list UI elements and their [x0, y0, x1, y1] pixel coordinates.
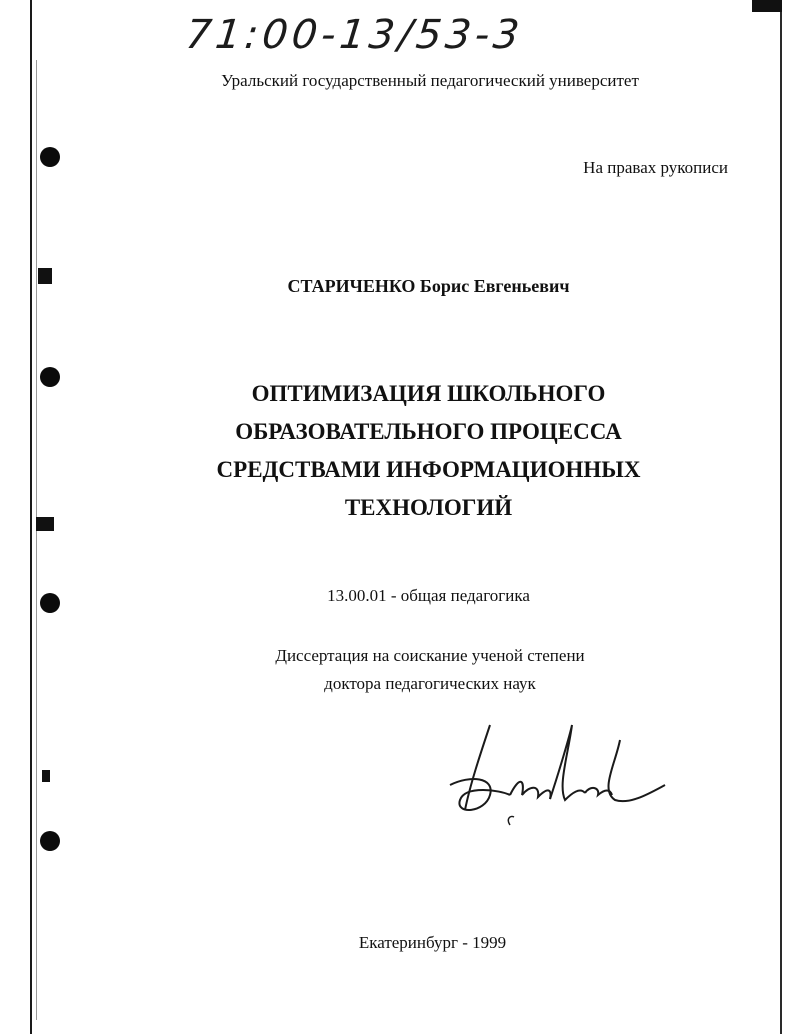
- university-name: Уральский государственный педагогический университет: [221, 71, 639, 90]
- author-name: СТАРИЧЕНКО Борис Евгеньевич: [287, 276, 570, 296]
- scan-speck: [42, 770, 50, 782]
- specialty-code: 13.00.01 - общая педагогика: [327, 586, 530, 605]
- binding-hole-1: [40, 147, 60, 167]
- title-line: СРЕДСТВАМИ ИНФОРМАЦИОННЫХ: [216, 457, 641, 482]
- dissertation-title: [0, 375, 799, 527]
- rights-note: На правах рукописи: [583, 158, 728, 177]
- title-line: ТЕХНОЛОГИЙ: [344, 495, 513, 520]
- degree-line-2: доктора педагогических наук: [324, 674, 536, 693]
- scan-left-edge-shadow: [36, 60, 37, 1020]
- inventory-number: 71:00-13/53-3: [183, 12, 526, 58]
- city-year: Екатеринбург - 1999: [358, 933, 507, 952]
- degree-statement: [0, 642, 799, 698]
- handwritten-signature: [440, 715, 680, 835]
- title-line: ОПТИМИЗАЦИЯ ШКОЛЬНОГО: [251, 381, 606, 406]
- degree-line-1: Диссертация на соискание ученой степени: [275, 646, 585, 665]
- scan-corner-mark: [752, 0, 782, 12]
- binding-hole-4: [40, 831, 60, 851]
- title-line: ОБРАЗОВАТЕЛЬНОГО ПРОЦЕССА: [235, 419, 622, 444]
